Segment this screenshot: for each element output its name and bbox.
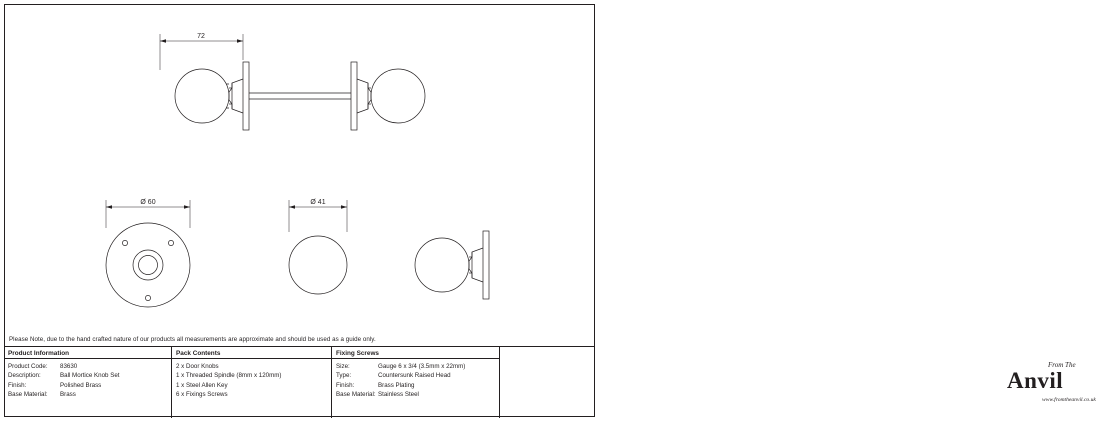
row-value: 6 x Fixings Screws [176, 391, 228, 399]
table-row [336, 371, 499, 380]
table-row [8, 390, 171, 399]
row-value: Gauge 6 x 3/4 (3.5mm x 22mm) [378, 363, 466, 370]
table-column-fixing-screws [332, 347, 500, 418]
row-value: 2 x Door Knobs [176, 363, 219, 370]
column-header: Product Information [4, 347, 171, 359]
row-value: Stainless Steel [378, 391, 419, 399]
logo-from-the: From The [1048, 361, 1076, 369]
row-key: Base Material: [8, 391, 48, 399]
table-row [176, 381, 331, 390]
row-key: Type: [336, 372, 352, 380]
dimension-knob-diameter: Ø 41 [310, 199, 326, 206]
row-key: Product Code: [8, 363, 48, 370]
row-key: Description: [8, 372, 41, 380]
row-value: 1 x Steel Allen Key [176, 381, 228, 389]
logo-wordmark: Anvil [1007, 368, 1064, 393]
dimension-projection-length: 72 [197, 33, 205, 40]
measurement-disclaimer: Please Note, due to the hand crafted nature of our products all measurements are approximate and should be used as a guide only. [9, 336, 376, 343]
row-key: Finish: [8, 381, 27, 389]
row-value: Brass [60, 391, 76, 399]
table-row [336, 390, 499, 399]
column-header: Fixing Screws [332, 347, 499, 359]
column-rows [4, 359, 171, 400]
table-row [8, 362, 171, 371]
column-rows [332, 359, 499, 400]
table-column-product-information [4, 347, 172, 418]
row-value: 1 x Threaded Spindle (8mm x 120mm) [176, 372, 282, 380]
column-rows [172, 359, 331, 400]
table-row [336, 381, 499, 390]
row-value: Ball Mortice Knob Set [60, 372, 120, 380]
table-row [176, 390, 331, 399]
row-value: Brass Plating [378, 381, 415, 389]
table-row [8, 371, 171, 380]
dimension-rose-diameter: Ø 60 [140, 199, 156, 206]
table-row [336, 362, 499, 371]
row-key: Base Material: [336, 391, 376, 399]
row-key: Finish: [336, 381, 355, 389]
column-header: Pack Contents [172, 347, 331, 359]
row-key: Size: [336, 363, 350, 370]
table-row [176, 371, 331, 380]
table-column-logo [500, 347, 1096, 418]
table-row [8, 381, 171, 390]
table-row [176, 362, 331, 371]
logo-website-url: www.fromtheanvil.co.uk [1042, 397, 1096, 403]
row-value: Polished Brass [60, 381, 102, 389]
brand-logo [996, 347, 1096, 418]
row-value: 83630 [60, 363, 78, 370]
table-column-pack-contents [172, 347, 332, 418]
row-value: Countersunk Raised Head [378, 372, 451, 380]
specification-table [4, 346, 1096, 417]
